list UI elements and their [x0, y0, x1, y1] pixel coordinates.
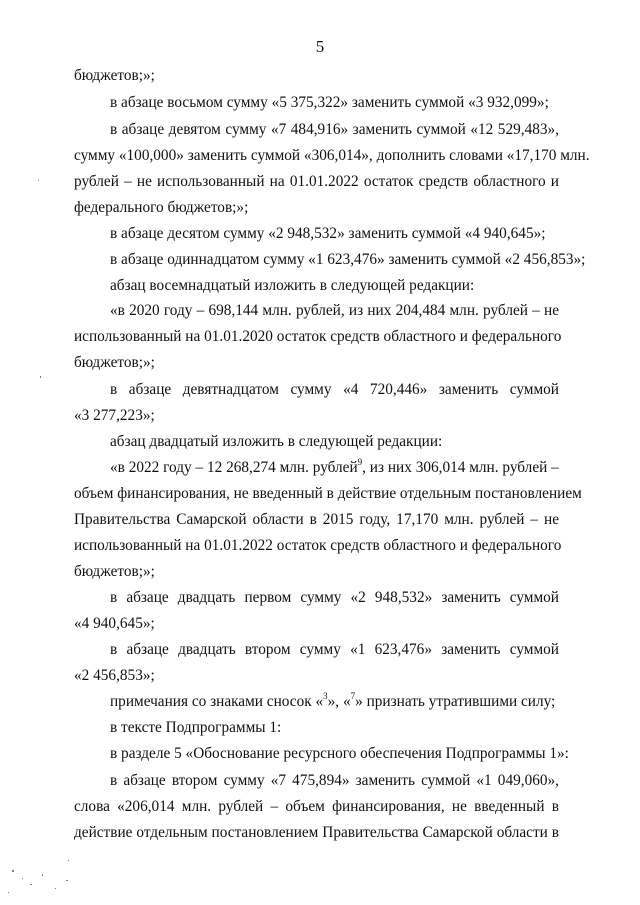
scan-speck — [8, 892, 9, 893]
text-line: в абзаце десятом сумму «2 948,532» заменить суммой «4 940,645»; — [110, 225, 546, 242]
text-line: использованный на 01.01.2022 остаток средств областного и федерального — [74, 537, 562, 554]
scan-speck — [30, 884, 32, 885]
footnote-ref: 9 — [357, 456, 363, 467]
text-line: «в 2020 году – 698,144 млн. рублей, из них 204,484 млн. рублей – не — [110, 302, 559, 319]
text-line: бюджетов;»; — [74, 67, 155, 84]
text-line: «3 277,223»; — [74, 407, 155, 424]
scan-speck — [68, 860, 69, 861]
text-line: «4 940,645»; — [74, 615, 155, 632]
text-segment: примечания со знаками сносок « — [110, 693, 324, 710]
text-line: в тексте Подпрограммы 1: — [110, 719, 282, 736]
text-line: в разделе 5 «Обоснование ресурсного обеспечения Подпрограммы 1»: — [110, 745, 569, 762]
scan-speck — [22, 878, 23, 879]
text-segment: », « — [327, 693, 351, 710]
text-line: в абзаце девятом сумму «7 484,916» заменить суммой «12 529,483», — [110, 121, 559, 138]
text-line — [110, 458, 559, 478]
text-line: «2 456,853»; — [74, 667, 155, 684]
scan-speck — [40, 376, 41, 378]
text-line: объем финансирования, не введенный в действие отдельным постановлением — [74, 485, 582, 502]
scan-speck — [42, 874, 43, 876]
text-line: слова «206,014 млн. рублей – объем финансирования, не введенный в — [74, 798, 559, 815]
text-line — [110, 692, 559, 712]
text-line: Правительства Самарской области в 2015 году, 17,170 млн. рублей – не — [74, 511, 559, 528]
text-segment: » признать утратившими силу; — [355, 693, 556, 710]
text-line: федерального бюджетов;»; — [74, 199, 249, 216]
text-line: в абзаце девятнадцатом сумму «4 720,446» заменить суммой — [110, 381, 559, 398]
text-line: бюджетов;»; — [74, 354, 155, 371]
footnote-ref: 3 — [323, 690, 328, 701]
text-line: в абзаце восьмом сумму «5 375,322» заменить суммой «3 932,099»; — [110, 94, 549, 111]
text-segment: «в 2022 году – 12 268,274 млн. рублей — [110, 459, 358, 476]
text-line: использованный на 01.01.2020 остаток средств областного и федерального — [74, 328, 562, 345]
text-line: в абзаце двадцать первом сумму «2 948,532» заменить суммой — [110, 589, 559, 606]
page-number: 5 — [315, 37, 325, 56]
text-line: рублей – не использованный на 01.01.2022 остаток средств областного и — [74, 173, 559, 190]
text-line: сумму «100,000» заменить суммой «306,014», дополнить словами «17,170 млн. — [74, 147, 590, 164]
scan-speck — [66, 880, 68, 881]
scan-speck — [55, 888, 56, 889]
footnote-ref: 7 — [350, 690, 356, 701]
text-line: абзац восемнадцатый изложить в следующей редакции: — [110, 277, 475, 294]
text-line: действие отдельным постановлением Правительства Самарской области в — [74, 824, 559, 841]
text-line: в абзаце втором сумму «7 475,894» заменить суммой «1 049,060», — [110, 772, 559, 789]
text-line: абзац двадцатый изложить в следующей редакции: — [110, 433, 443, 450]
text-line: бюджетов;»; — [74, 563, 155, 580]
text-line: в абзаце одиннадцатом сумму «1 623,476» заменить суммой «2 456,853»; — [110, 251, 586, 268]
scan-speck — [38, 180, 39, 181]
scan-speck — [12, 870, 14, 872]
text-line: в абзаце двадцать втором сумму «1 623,476» заменить суммой — [110, 641, 559, 658]
text-segment: , из них 306,014 млн. рублей – — [362, 459, 559, 476]
